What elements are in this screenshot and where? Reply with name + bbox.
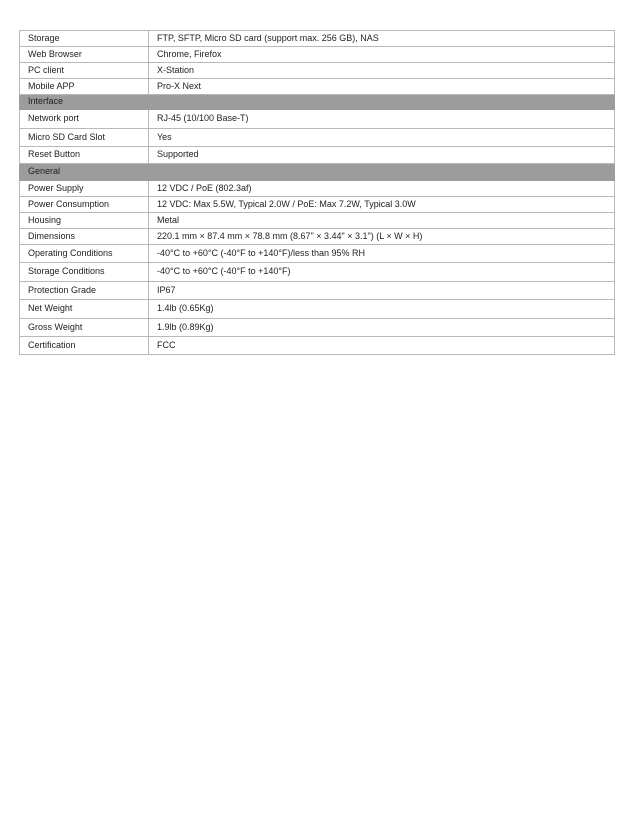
spec-row bbox=[20, 63, 615, 79]
spec-value: FCC bbox=[149, 337, 615, 355]
spec-value: -40°C to +60°C (-40°F to +140°F)/less than 95% RH bbox=[149, 245, 615, 263]
spec-value: Supported bbox=[149, 147, 615, 164]
spec-row bbox=[20, 319, 615, 337]
spec-label: Protection Grade bbox=[20, 282, 149, 300]
spec-row bbox=[20, 213, 615, 229]
spec-value: 220.1 mm × 87.4 mm × 78.8 mm (8.67" × 3.44" × 3.1") (L × W × H) bbox=[149, 229, 615, 245]
spec-label: Storage Conditions bbox=[20, 263, 149, 282]
spec-value: Metal bbox=[149, 213, 615, 229]
spec-value: X-Station bbox=[149, 63, 615, 79]
section-title: Interface bbox=[20, 95, 615, 110]
spec-row bbox=[20, 337, 615, 355]
spec-row bbox=[20, 47, 615, 63]
spec-row bbox=[20, 197, 615, 213]
spec-table bbox=[19, 30, 615, 355]
spec-label: Gross Weight bbox=[20, 319, 149, 337]
spec-row bbox=[20, 129, 615, 147]
spec-row bbox=[20, 300, 615, 319]
spec-row bbox=[20, 110, 615, 129]
spec-label: Micro SD Card Slot bbox=[20, 129, 149, 147]
spec-value: 12 VDC / PoE (802.3af) bbox=[149, 181, 615, 197]
spec-label: Mobile APP bbox=[20, 79, 149, 95]
spec-value: -40°C to +60°C (-40°F to +140°F) bbox=[149, 263, 615, 282]
spec-label: Storage bbox=[20, 31, 149, 47]
spec-row bbox=[20, 79, 615, 95]
spec-value: Chrome, Firefox bbox=[149, 47, 615, 63]
spec-row bbox=[20, 181, 615, 197]
spec-value: 12 VDC: Max 5.5W, Typical 2.0W / PoE: Max 7.2W, Typical 3.0W bbox=[149, 197, 615, 213]
spec-label: Web Browser bbox=[20, 47, 149, 63]
spec-label: PC client bbox=[20, 63, 149, 79]
section-header bbox=[20, 164, 615, 181]
spec-label: Power Supply bbox=[20, 181, 149, 197]
spec-label: Net Weight bbox=[20, 300, 149, 319]
spec-row bbox=[20, 31, 615, 47]
spec-value: Yes bbox=[149, 129, 615, 147]
spec-value: IP67 bbox=[149, 282, 615, 300]
spec-row bbox=[20, 147, 615, 164]
spec-table-body bbox=[20, 31, 615, 355]
spec-label: Certification bbox=[20, 337, 149, 355]
spec-label: Housing bbox=[20, 213, 149, 229]
spec-row bbox=[20, 229, 615, 245]
section-header bbox=[20, 95, 615, 110]
spec-value: RJ-45 (10/100 Base-T) bbox=[149, 110, 615, 129]
spec-value: FTP, SFTP, Micro SD card (support max. 256 GB), NAS bbox=[149, 31, 615, 47]
spec-label: Operating Conditions bbox=[20, 245, 149, 263]
spec-value: Pro-X Next bbox=[149, 79, 615, 95]
spec-label: Reset Button bbox=[20, 147, 149, 164]
spec-row bbox=[20, 245, 615, 263]
spec-label: Dimensions bbox=[20, 229, 149, 245]
spec-label: Network port bbox=[20, 110, 149, 129]
spec-value: 1.4lb (0.65Kg) bbox=[149, 300, 615, 319]
spec-row bbox=[20, 263, 615, 282]
spec-value: 1.9lb (0.89Kg) bbox=[149, 319, 615, 337]
spec-row bbox=[20, 282, 615, 300]
spec-label: Power Consumption bbox=[20, 197, 149, 213]
section-title: General bbox=[20, 164, 615, 181]
